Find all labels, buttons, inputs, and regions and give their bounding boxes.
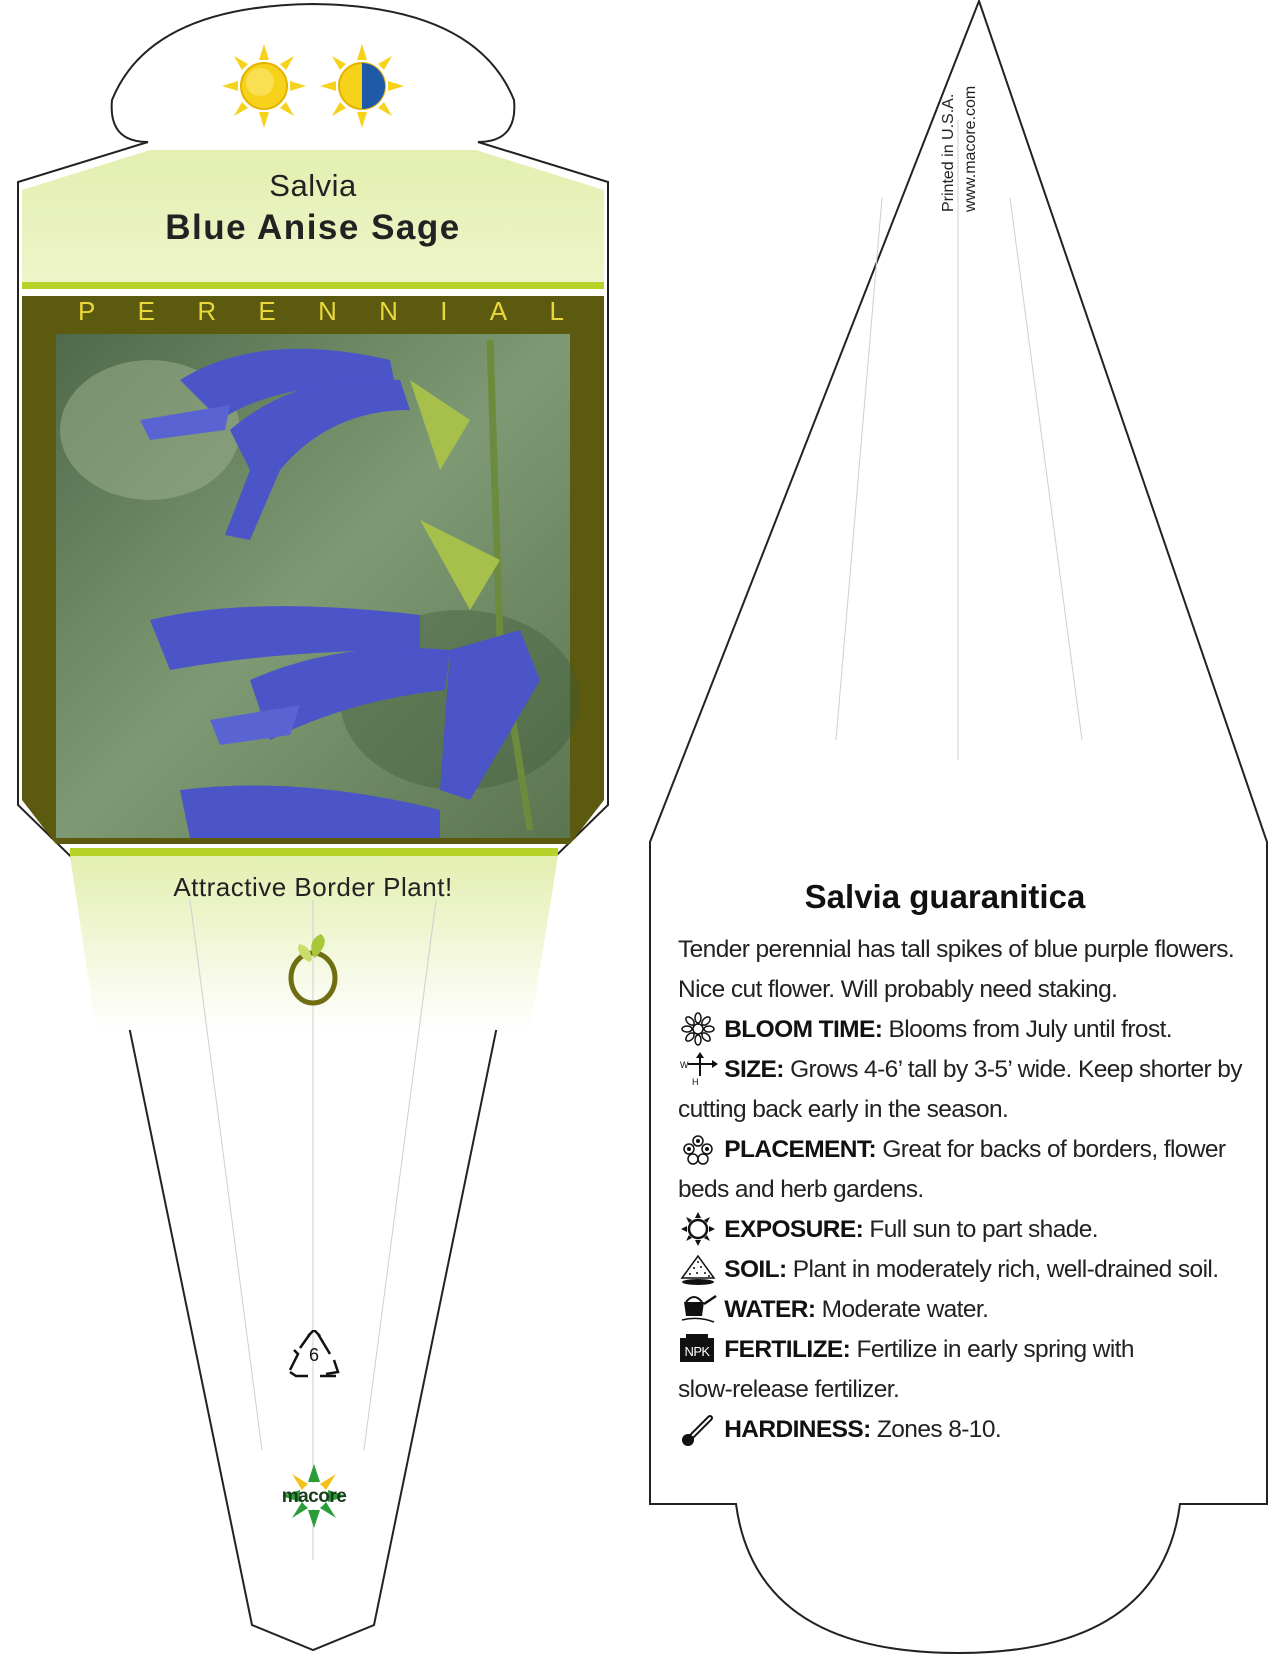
care-label: SIZE: [724,1056,784,1083]
size-icon-w: W [680,1060,688,1070]
care-item-size [678,1050,1260,1090]
care-value: Great for backs of borders, flower [882,1136,1226,1163]
full-sun-icon [222,44,306,128]
care-continuation: slow-release fertilizer. [678,1376,900,1403]
care-value: Zones 8-10. [876,1416,1002,1443]
care-item-exposure [678,1210,1260,1250]
care-item-soil [678,1250,1260,1290]
thermometer-icon [678,1412,718,1446]
category-letter: P [78,296,96,326]
care-value: Grows 4-6’ tall by 3-5’ wide. Keep shorter by [790,1056,1242,1083]
size-arrows-icon [678,1052,718,1086]
category-letter: N [379,296,398,326]
part-shade-icon [320,44,404,128]
care-item-hardiness [678,1410,1260,1450]
category-letter: R [197,296,217,326]
care-item-fertilize [678,1330,1260,1370]
category-letter: L [549,296,564,326]
care-item-bloom-time [678,1010,1260,1050]
exposure-icons [222,44,404,128]
botanical-name: Salvia guaranitica [804,878,1086,915]
category-letter: I [440,296,448,326]
printed-in-text: Printed in U.S.A. [940,93,957,212]
category-letter: E [258,296,276,326]
care-label: HARDINESS: [724,1416,871,1443]
care-item-placement [678,1130,1260,1170]
care-continuation: beds and herb gardens. [678,1176,924,1203]
flower-icon [678,1012,718,1046]
category-letter: N [318,296,337,326]
category-letter: E [137,296,155,326]
care-label: PLACEMENT: [724,1136,877,1163]
care-continuation: cutting back early in the season. [678,1096,1009,1123]
care-label: EXPOSURE: [724,1216,864,1243]
care-value: Moderate water. [821,1296,989,1323]
care-item-water [678,1290,1260,1330]
care-value: Fertilize in early spring with [856,1336,1134,1363]
size-icon-h: H [692,1077,698,1086]
recycle-code: 6 [308,1345,319,1365]
sun-outline-icon [678,1212,718,1246]
plant-photo [56,334,580,838]
npk-icon [678,1332,718,1366]
seedling-icon [285,932,341,1006]
care-text-block [678,930,1260,1450]
category-label [20,296,606,330]
common-name: Salvia [269,168,357,203]
care-value: Full sun to part shade. [869,1216,1098,1243]
tagline: Attractive Border Plant! [173,872,453,902]
npk-icon-text: NPK [684,1344,710,1359]
printer-url: www.macore.com [962,85,979,212]
care-label: SOIL: [724,1256,787,1283]
care-label: FERTILIZE: [724,1336,851,1363]
description-line: Nice cut flower. Will probably need staking. [678,976,1118,1003]
flower-bed-icon [678,1132,718,1166]
care-label: WATER: [724,1296,816,1323]
variety-name: Blue Anise Sage [165,208,461,247]
care-label: BLOOM TIME: [724,1016,883,1043]
care-value: Blooms from July until frost. [888,1016,1173,1043]
care-value: Plant in moderately rich, well-drained soil. [792,1256,1219,1283]
front-green-rule [22,282,604,289]
watering-can-icon [678,1292,718,1326]
category-letter: A [489,296,508,326]
front-green-rule-lower [70,848,558,856]
description-line: Tender perennial has tall spikes of blue purple flowers. [678,936,1235,963]
soil-icon [678,1252,718,1286]
brand-logo-text: macore [281,1486,347,1507]
